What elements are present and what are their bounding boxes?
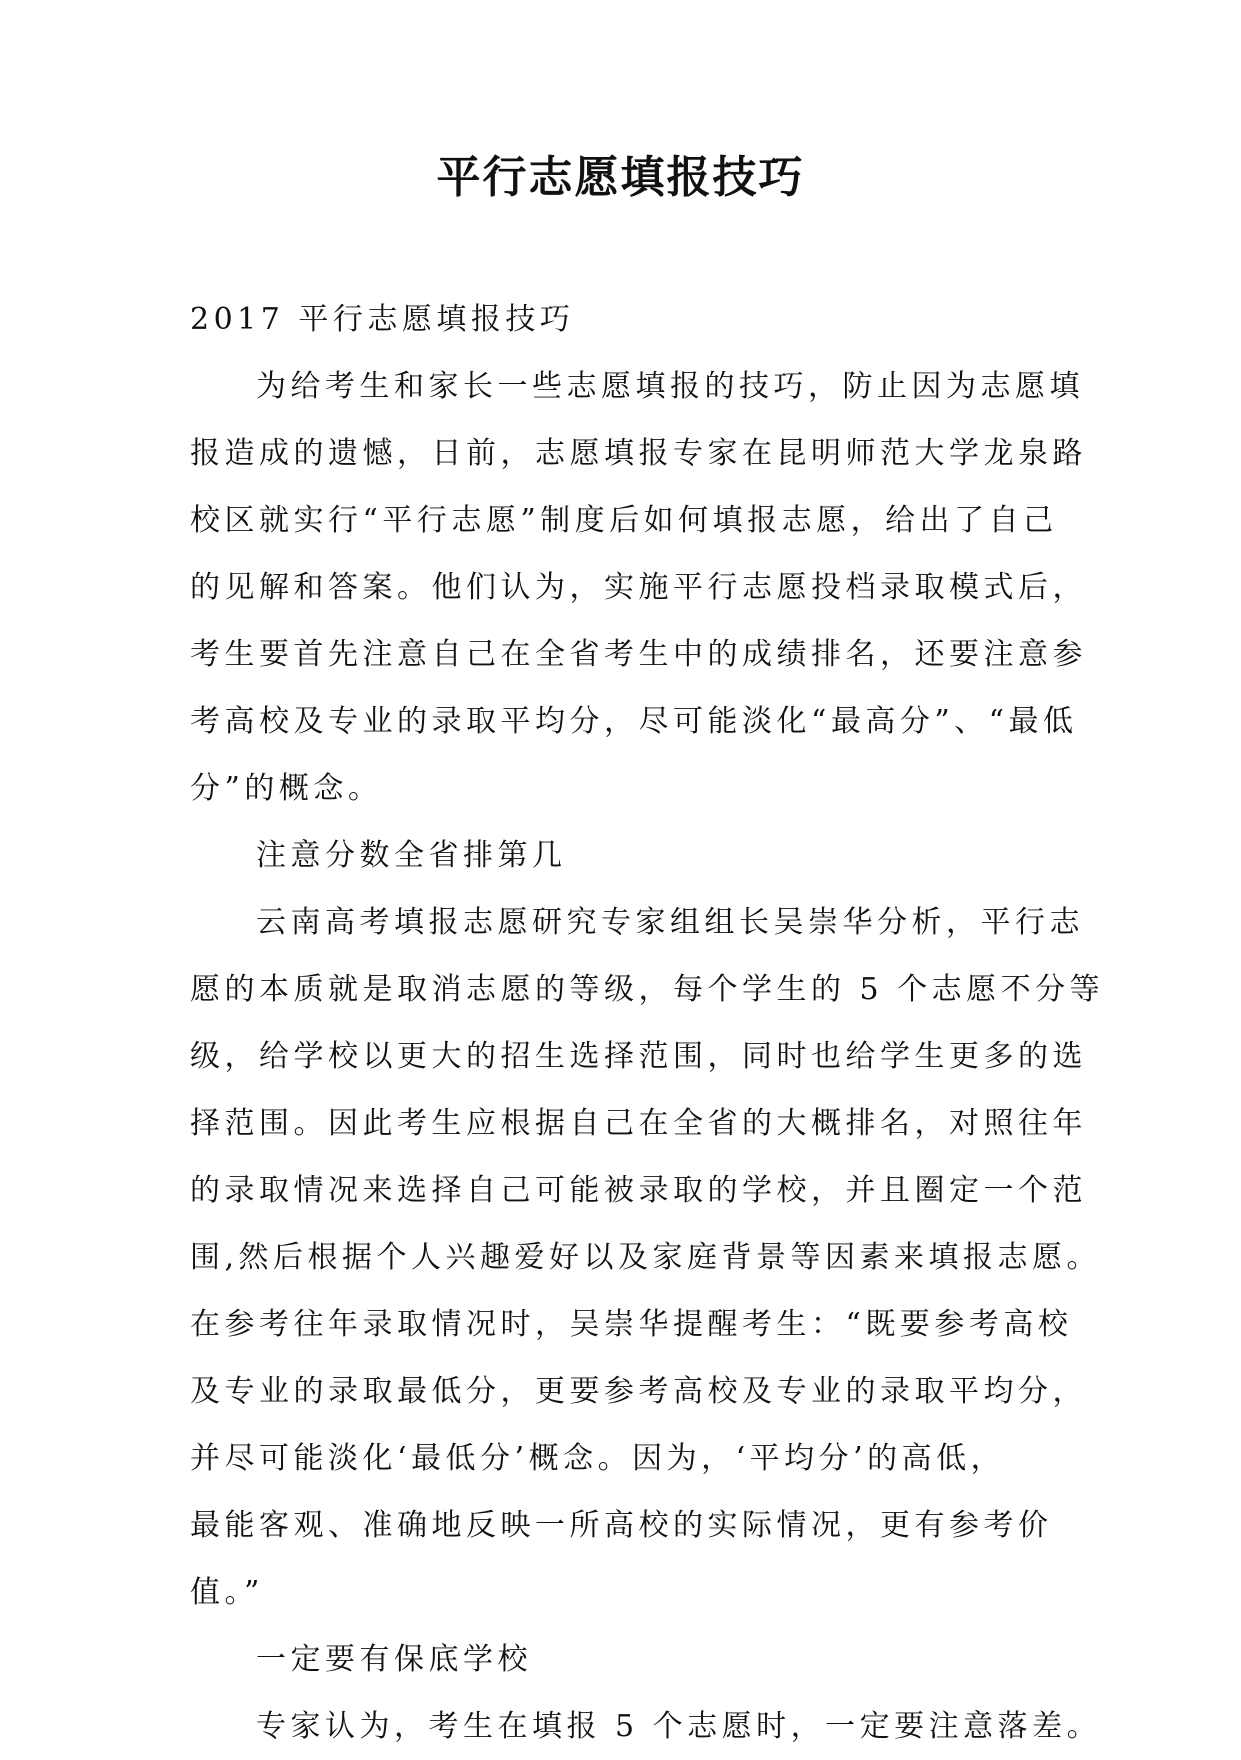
text-line: 在参考往年录取情况时，吴崇华提醒考生：“既要参考高校 (190, 1307, 1073, 1342)
page-title: 平行志愿填报技巧 (436, 152, 805, 203)
text-line: 的见解和答案。他们认为，实施平行志愿投档录取模式后， (190, 570, 1087, 605)
text-line: 择范围。因此考生应根据自己在全省的大概排名，对照往年 (190, 1106, 1087, 1141)
text-line: 为给考生和家长一些志愿填报的技巧，防止因为志愿填 (256, 369, 1084, 404)
section-heading: 一定要有保底学校 (256, 1642, 532, 1677)
text-line: 分”的概念。 (190, 771, 383, 806)
section-heading: 注意分数全省排第几 (256, 838, 567, 873)
text-line: 报造成的遗憾，日前，志愿填报专家在昆明师范大学龙泉路 (190, 436, 1087, 471)
text-line: 并尽可能淡化‘最低分’概念。因为，‘平均分’的高低， (190, 1441, 1006, 1476)
text-line: 级，给学校以更大的招生选择范围，同时也给学生更多的选 (190, 1039, 1087, 1074)
text-line: 云南高考填报志愿研究专家组组长吴崇华分析，平行志 (256, 905, 1084, 940)
text-line: 围,然后根据个人兴趣爱好以及家庭背景等因素来填报志愿。 (190, 1240, 1102, 1275)
text-line: 的录取情况来选择自己可能被录取的学校，并且圈定一个范 (190, 1173, 1087, 1208)
text-line: 2017 平行志愿填报技巧 (190, 302, 575, 337)
text-line: 专家认为，考生在填报 5 个志愿时，一定要注意落差。 (256, 1709, 1102, 1744)
text-line: 值。” (190, 1575, 264, 1610)
text-line: 校区就实行“平行志愿”制度后如何填报志愿，给出了自己 (190, 503, 1058, 538)
text-line: 最能客观、准确地反映一所高校的实际情况，更有参考价 (190, 1508, 1053, 1543)
text-line: 考生要首先注意自己在全省考生中的成绩排名，还要注意参 (190, 637, 1087, 672)
text-line: 愿的本质就是取消志愿的等级，每个学生的 5 个志愿不分等 (190, 972, 1105, 1007)
document-body (190, 286, 1105, 1760)
text-line: 及专业的录取最低分，更要参考高校及专业的录取平均分， (190, 1374, 1087, 1409)
text-line: 考高校及专业的录取平均分，尽可能淡化“最高分”、“最低 (190, 704, 1078, 739)
